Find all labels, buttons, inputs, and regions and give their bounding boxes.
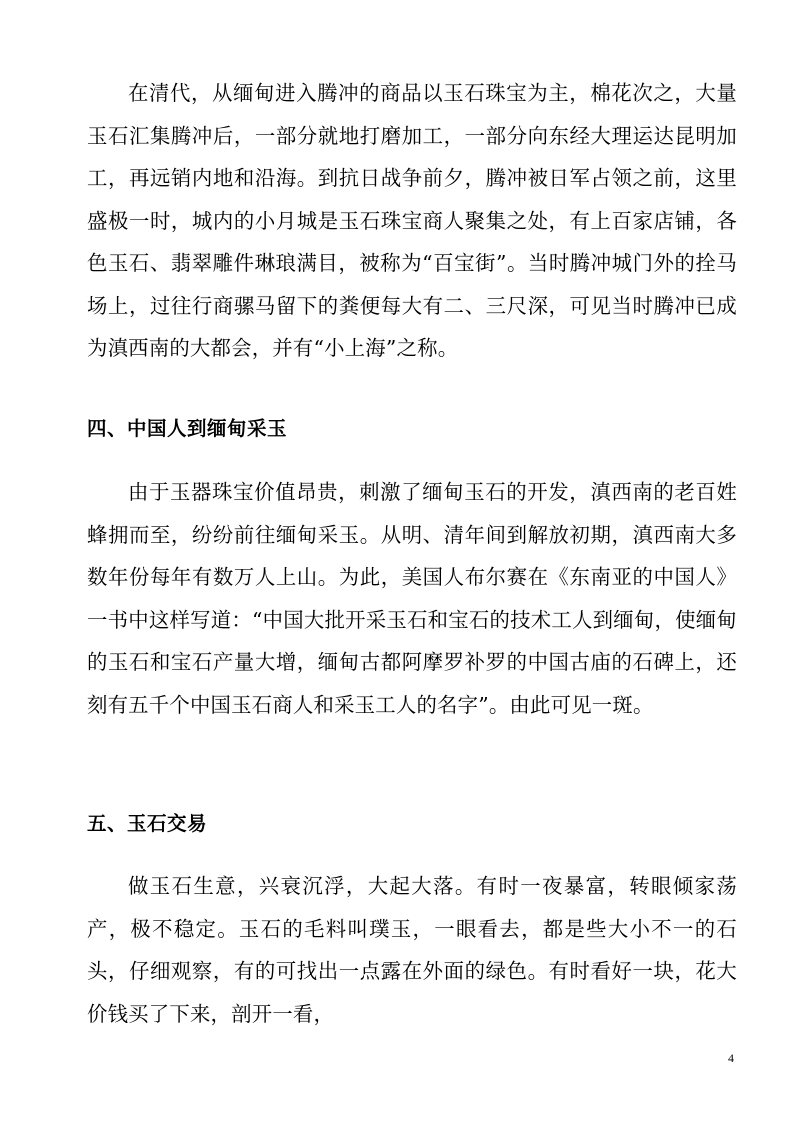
paragraph-jade-trading: 做玉石生意，兴衰沉浮，大起大落。有时一夜暴富，转眼倾家荡产，极不稳定。玉石的毛料叫璞玉，一眼看去，都是些大小不一的石头，仔细观察，有的可找出一点露在外面的绿色。有时看好一块，花大价钱买了下来，剖开一看，: [87, 874, 737, 1026]
paragraph-chinese-jade-mining: 由于玉器珠宝价值昂贵，刺激了缅甸玉石的开发，滇西南的老百姓蜂拥而至，纷纷前往缅甸采玉。从明、清年间到解放初期，滇西南大多数年份每年有数万人上山。为此，美国人布尔赛在《东南亚的中国人》一书中这样写道：“中国大批开采玉石和宝石的技术工人到缅甸，使缅甸的玉石和宝石产量大增，缅甸古都阿摩罗补罗的中国古庙的石碑上，还刻有五千个中国玉石商人和采玉工人的名字”。由此可见一斑。: [87, 480, 737, 717]
section-heading-5: 五、玉石交易: [87, 812, 208, 835]
page-number: 4: [728, 1051, 734, 1065]
paragraph-tengchong-jade-trade: 在清代，从缅甸进入腾冲的商品以玉石珠宝为主，棉花次之，大量玉石汇集腾冲后，一部分就地打磨加工，一部分向东经大理运达昆明加工，再远销内地和沿海。到抗日战争前夕，腾冲被日军占领之前，这里盛极一时，城内的小月城是玉石珠宝商人聚集之处，有上百家店铺，各色玉石、翡翠雕件琳琅满目，被称为“百宝街”。当时腾冲城门外的拴马场上，过往行商骡马留下的粪便每大有二、三尺深，可见当时腾冲已成为滇西南的大都会，并有“小上海”之称。: [87, 81, 737, 360]
section-heading-4: 四、中国人到缅甸采玉: [87, 417, 288, 440]
